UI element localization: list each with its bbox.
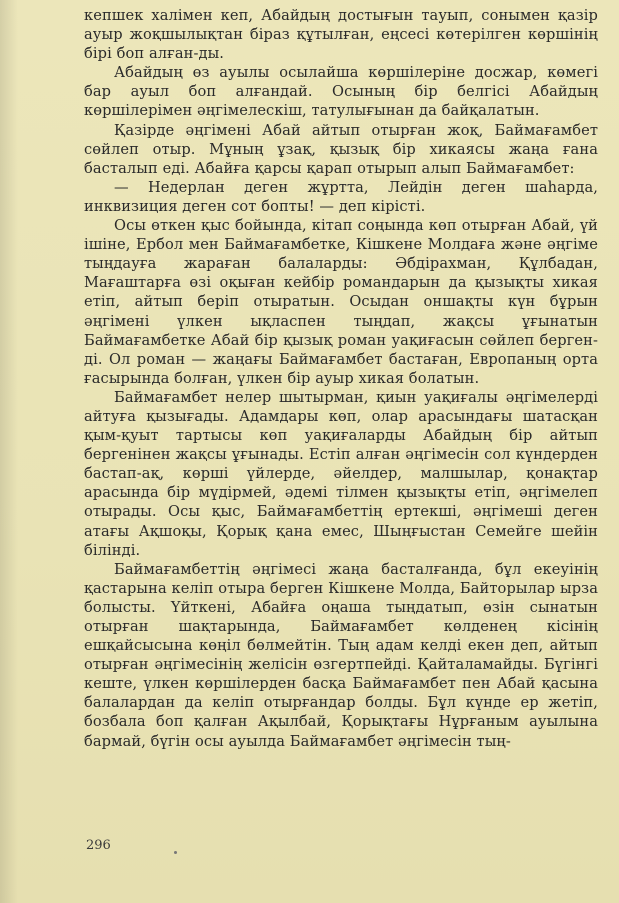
- paragraph: Абайдың өз ауылы осылайша көршілеріне досжар, көмегі бар ауыл боп алғандай. Осының бір белгісі Абайдың көршілерімен әңгімелескіш, татулығынан да байқалатын.: [84, 64, 598, 120]
- paper-speck: [174, 851, 177, 854]
- paragraph: Баймағамбеттің әңгімесі жаңа басталғанда, бұл екеуінің қастарына келіп отыра берген Кішкене Молда, Байторылар ырза болысты. Үйткені, Абайға оңаша тыңдатып, өзін сынатын отырған шақтарында, Баймағамбет көлденең кісінің ешқайсысына көңіл бөлмейтін. Тың адам келді екен деп, айтып отырған әңгімесінің желісін өзгертпейді. Қайталамайды. Бүгінгі кеште, үлкен көршілерден басқа Баймағамбет пен Абай қасына балалардан да келіп отырғандар болды. Бұл күнде ер жетіп, бозбала боп қалған Ақылбай, Қорықтағы Нұрғаным ауылына бармай, бүгін осы ауылда Баймағамбет әңгімесін тың-: [84, 560, 598, 750]
- page-number: 296: [86, 838, 111, 853]
- paragraph: кепшек халімен кеп, Абайдың достығын тауып, сонымен қазір ауыр жоқшылықтан біраз құтылған, еңсесі көтерілген көршінің бірі боп алған-ды.: [84, 7, 598, 63]
- paragraph: Осы өткен қыс бойында, кітап соңында көп отырған Абай, үй ішіне, Ербол мен Баймағамбетке, Кішкене Молдаға және әңгіме тыңдауға жараған балаларды: Әбдірахман, Құлбадан, Мағаштарға өзі оқыған кейбір романдарын да қызықты хикая етіп, айтып беріп отыратын. Осыдан оншақты күн бұрын әңгімені үлкен ықласпен тыңдап, жақсы ұғынатын Баймағамбетке Абай бір қызық роман уақиғасын сөйлеп берген-ді. Ол роман — жаңағы Баймағамбет бастаған, Европаның орта ғасырында болған, үлкен бір ауыр хикая болатын.: [84, 217, 598, 387]
- paragraph: — Недерлан деген жұртта, Лейдін деген шаһарда, инквизиция деген сот бопты! — деп кірісті.: [84, 178, 598, 215]
- paragraph: Қазірде әңгімені Абай айтып отырған жоқ, Баймағамбет сөйлеп отыр. Мұның ұзақ, қызық бір хикаясы жаңа ғана басталып еді. Абайға қарсы қарап отырып алып Баймағамбет:: [84, 121, 598, 177]
- paragraph: Баймағамбет нелер шытырман, қиын уақиғалы әңгімелерді айтуға қызығады. Адамдары көп, олар арасындағы шатасқан қым-қуыт тартысы көп уақиғаларды Абайдың бір айтып бергенінен жақсы ұғынады. Естіп алған әңгімесін сол күндерден бастап-ақ, көрші үйлерде, әйелдер, малшылар, қонақтар арасында бір мүдірмей, әдемі тілмен қызықты етіп, әңгімелеп отырады. Осы қыс, Баймағамбеттің ертекші, әңгімеші деген атағы Ақшоқы, Қорық қана емес, Шыңғыстан Семейге шейін білінді.: [84, 388, 598, 559]
- body-text: [84, 6, 598, 751]
